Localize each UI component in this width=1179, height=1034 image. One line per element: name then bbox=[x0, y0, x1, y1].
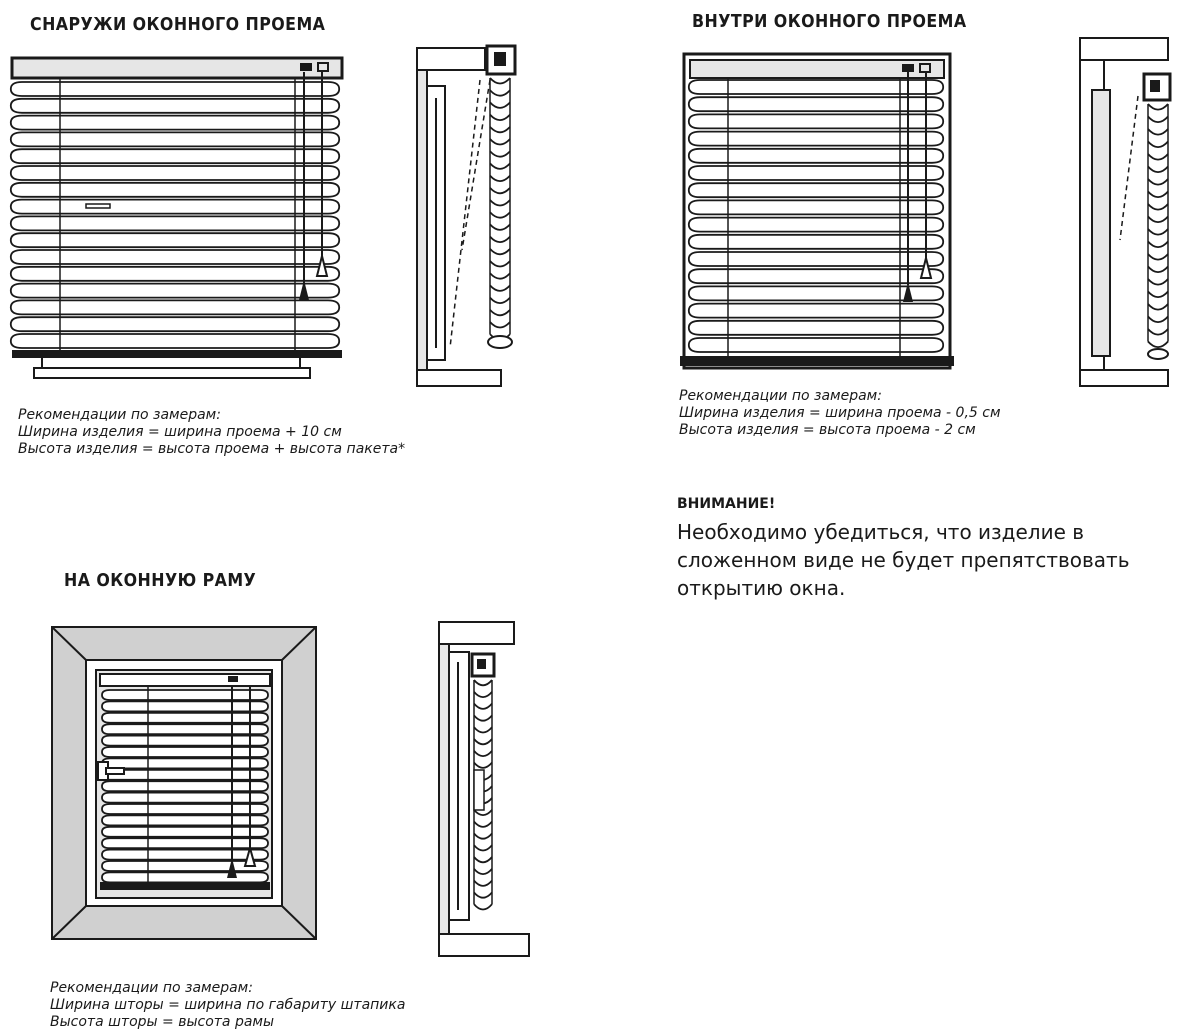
blind-slat bbox=[102, 793, 268, 803]
side-slat bbox=[474, 763, 492, 768]
frame-recs-heading: Рекомендации по замерам: bbox=[50, 980, 253, 996]
blind-slat bbox=[689, 235, 943, 249]
side-slat bbox=[490, 115, 510, 120]
inside-recs-width: Ширина изделия = ширина проема - 0,5 см bbox=[679, 405, 1001, 421]
side-slat bbox=[1148, 229, 1168, 235]
blind-slat bbox=[102, 701, 268, 711]
side-slat bbox=[1148, 329, 1168, 335]
blind-slat bbox=[102, 838, 268, 848]
frame-recs-width: Ширина шторы = ширина по габариту штапика bbox=[50, 997, 406, 1013]
side-slat bbox=[1148, 204, 1168, 210]
blind-slat bbox=[102, 713, 268, 723]
side-slat bbox=[1148, 267, 1168, 273]
side-slat bbox=[490, 224, 510, 229]
side-slat bbox=[490, 176, 510, 181]
side-slat bbox=[1148, 304, 1168, 310]
side-slat bbox=[490, 78, 510, 83]
side-slat bbox=[474, 833, 492, 838]
warning-title: ВНИМАНИЕ! bbox=[677, 496, 776, 512]
blind-slat bbox=[689, 80, 943, 94]
blind-slat bbox=[102, 815, 268, 825]
side-slat bbox=[490, 322, 510, 327]
side-slat bbox=[474, 680, 492, 685]
blind-slat bbox=[689, 132, 943, 146]
side-slat bbox=[490, 139, 510, 144]
side-slat bbox=[490, 298, 510, 303]
side-slat bbox=[474, 881, 492, 886]
inside-recs-height: Высота изделия = высота проема - 2 см bbox=[679, 422, 976, 438]
side-slat bbox=[1148, 167, 1168, 173]
outside-section-title: СНАРУЖИ ОКОННОГО ПРОЕМА bbox=[30, 14, 326, 35]
side-slat bbox=[490, 273, 510, 278]
blind-slat bbox=[689, 200, 943, 214]
inside-side-view bbox=[1080, 38, 1170, 386]
blind-slat bbox=[689, 183, 943, 197]
blind-slat bbox=[102, 758, 268, 768]
blind-slat bbox=[102, 747, 268, 757]
side-slat bbox=[474, 845, 492, 850]
blind-slat bbox=[689, 218, 943, 232]
side-slat bbox=[1148, 342, 1168, 348]
side-slat bbox=[1148, 179, 1168, 185]
outside-front-blind bbox=[11, 58, 342, 378]
side-slat bbox=[490, 127, 510, 132]
blind-slat bbox=[689, 269, 943, 283]
side-slat bbox=[490, 188, 510, 193]
side-slat bbox=[490, 200, 510, 205]
side-slat bbox=[474, 704, 492, 709]
blind-slat bbox=[102, 736, 268, 746]
side-slat bbox=[490, 90, 510, 95]
blind-slat bbox=[102, 827, 268, 837]
inside-recs-heading: Рекомендации по замерам: bbox=[679, 388, 882, 404]
side-slat bbox=[490, 102, 510, 107]
side-slat bbox=[474, 692, 492, 697]
side-slat bbox=[474, 739, 492, 744]
side-slat bbox=[1148, 142, 1168, 148]
inside-section-title: ВНУТРИ ОКОННОГО ПРОЕМА bbox=[692, 11, 967, 32]
outside-recs-heading: Рекомендации по замерам: bbox=[18, 407, 221, 423]
side-slat bbox=[1148, 129, 1168, 135]
side-slat bbox=[490, 237, 510, 242]
side-slat bbox=[1148, 154, 1168, 160]
blind-slat bbox=[689, 97, 943, 111]
blind-slat bbox=[689, 321, 943, 335]
side-slat bbox=[1148, 254, 1168, 260]
blind-slat bbox=[689, 338, 943, 352]
side-slat bbox=[1148, 279, 1168, 285]
side-slat bbox=[490, 163, 510, 168]
side-slat bbox=[474, 869, 492, 874]
side-slat bbox=[474, 715, 492, 720]
blind-slat bbox=[689, 252, 943, 266]
frame-section-title: НА ОКОННУЮ РАМУ bbox=[64, 570, 257, 591]
blind-slat bbox=[102, 770, 268, 780]
side-slat bbox=[474, 751, 492, 756]
side-slat bbox=[1148, 317, 1168, 323]
side-slat bbox=[490, 212, 510, 217]
frame-recs-height: Высота шторы = высота рамы bbox=[50, 1014, 275, 1030]
blind-slat bbox=[102, 872, 268, 882]
frame-front-blind bbox=[52, 627, 316, 939]
blind-slat bbox=[102, 861, 268, 871]
blind-slat bbox=[689, 149, 943, 163]
warning-text: Необходимо убедиться, что изделие в сложенном виде не будет препятствовать открытию окна. bbox=[677, 520, 1130, 600]
side-slat bbox=[490, 249, 510, 254]
blind-slat bbox=[689, 166, 943, 180]
side-slat bbox=[474, 727, 492, 732]
outside-recs-width: Ширина изделия = ширина проема + 10 см bbox=[18, 424, 342, 440]
side-slat bbox=[1148, 242, 1168, 248]
side-slat bbox=[474, 822, 492, 827]
side-slat bbox=[474, 892, 492, 897]
side-slat bbox=[1148, 117, 1168, 123]
side-slat bbox=[490, 151, 510, 156]
outside-recs-height: Высота изделия = высота проема + высота пакета* bbox=[18, 441, 406, 457]
blind-slat bbox=[689, 304, 943, 318]
blind-slat bbox=[102, 781, 268, 791]
side-slat bbox=[1148, 292, 1168, 298]
blind-slat bbox=[102, 690, 268, 700]
side-slat bbox=[474, 904, 492, 909]
side-slat bbox=[1148, 217, 1168, 223]
outside-side-view bbox=[417, 46, 515, 386]
side-slat bbox=[474, 857, 492, 862]
inside-front-blind bbox=[680, 54, 954, 368]
frame-side-view bbox=[439, 622, 529, 956]
side-slat bbox=[490, 285, 510, 290]
blind-slat bbox=[102, 804, 268, 814]
blind-slat bbox=[102, 724, 268, 734]
side-slat bbox=[490, 261, 510, 266]
blind-slat bbox=[102, 850, 268, 860]
side-slat bbox=[1148, 104, 1168, 110]
blind-slat bbox=[689, 114, 943, 128]
side-slat bbox=[1148, 192, 1168, 198]
side-slat bbox=[490, 310, 510, 315]
